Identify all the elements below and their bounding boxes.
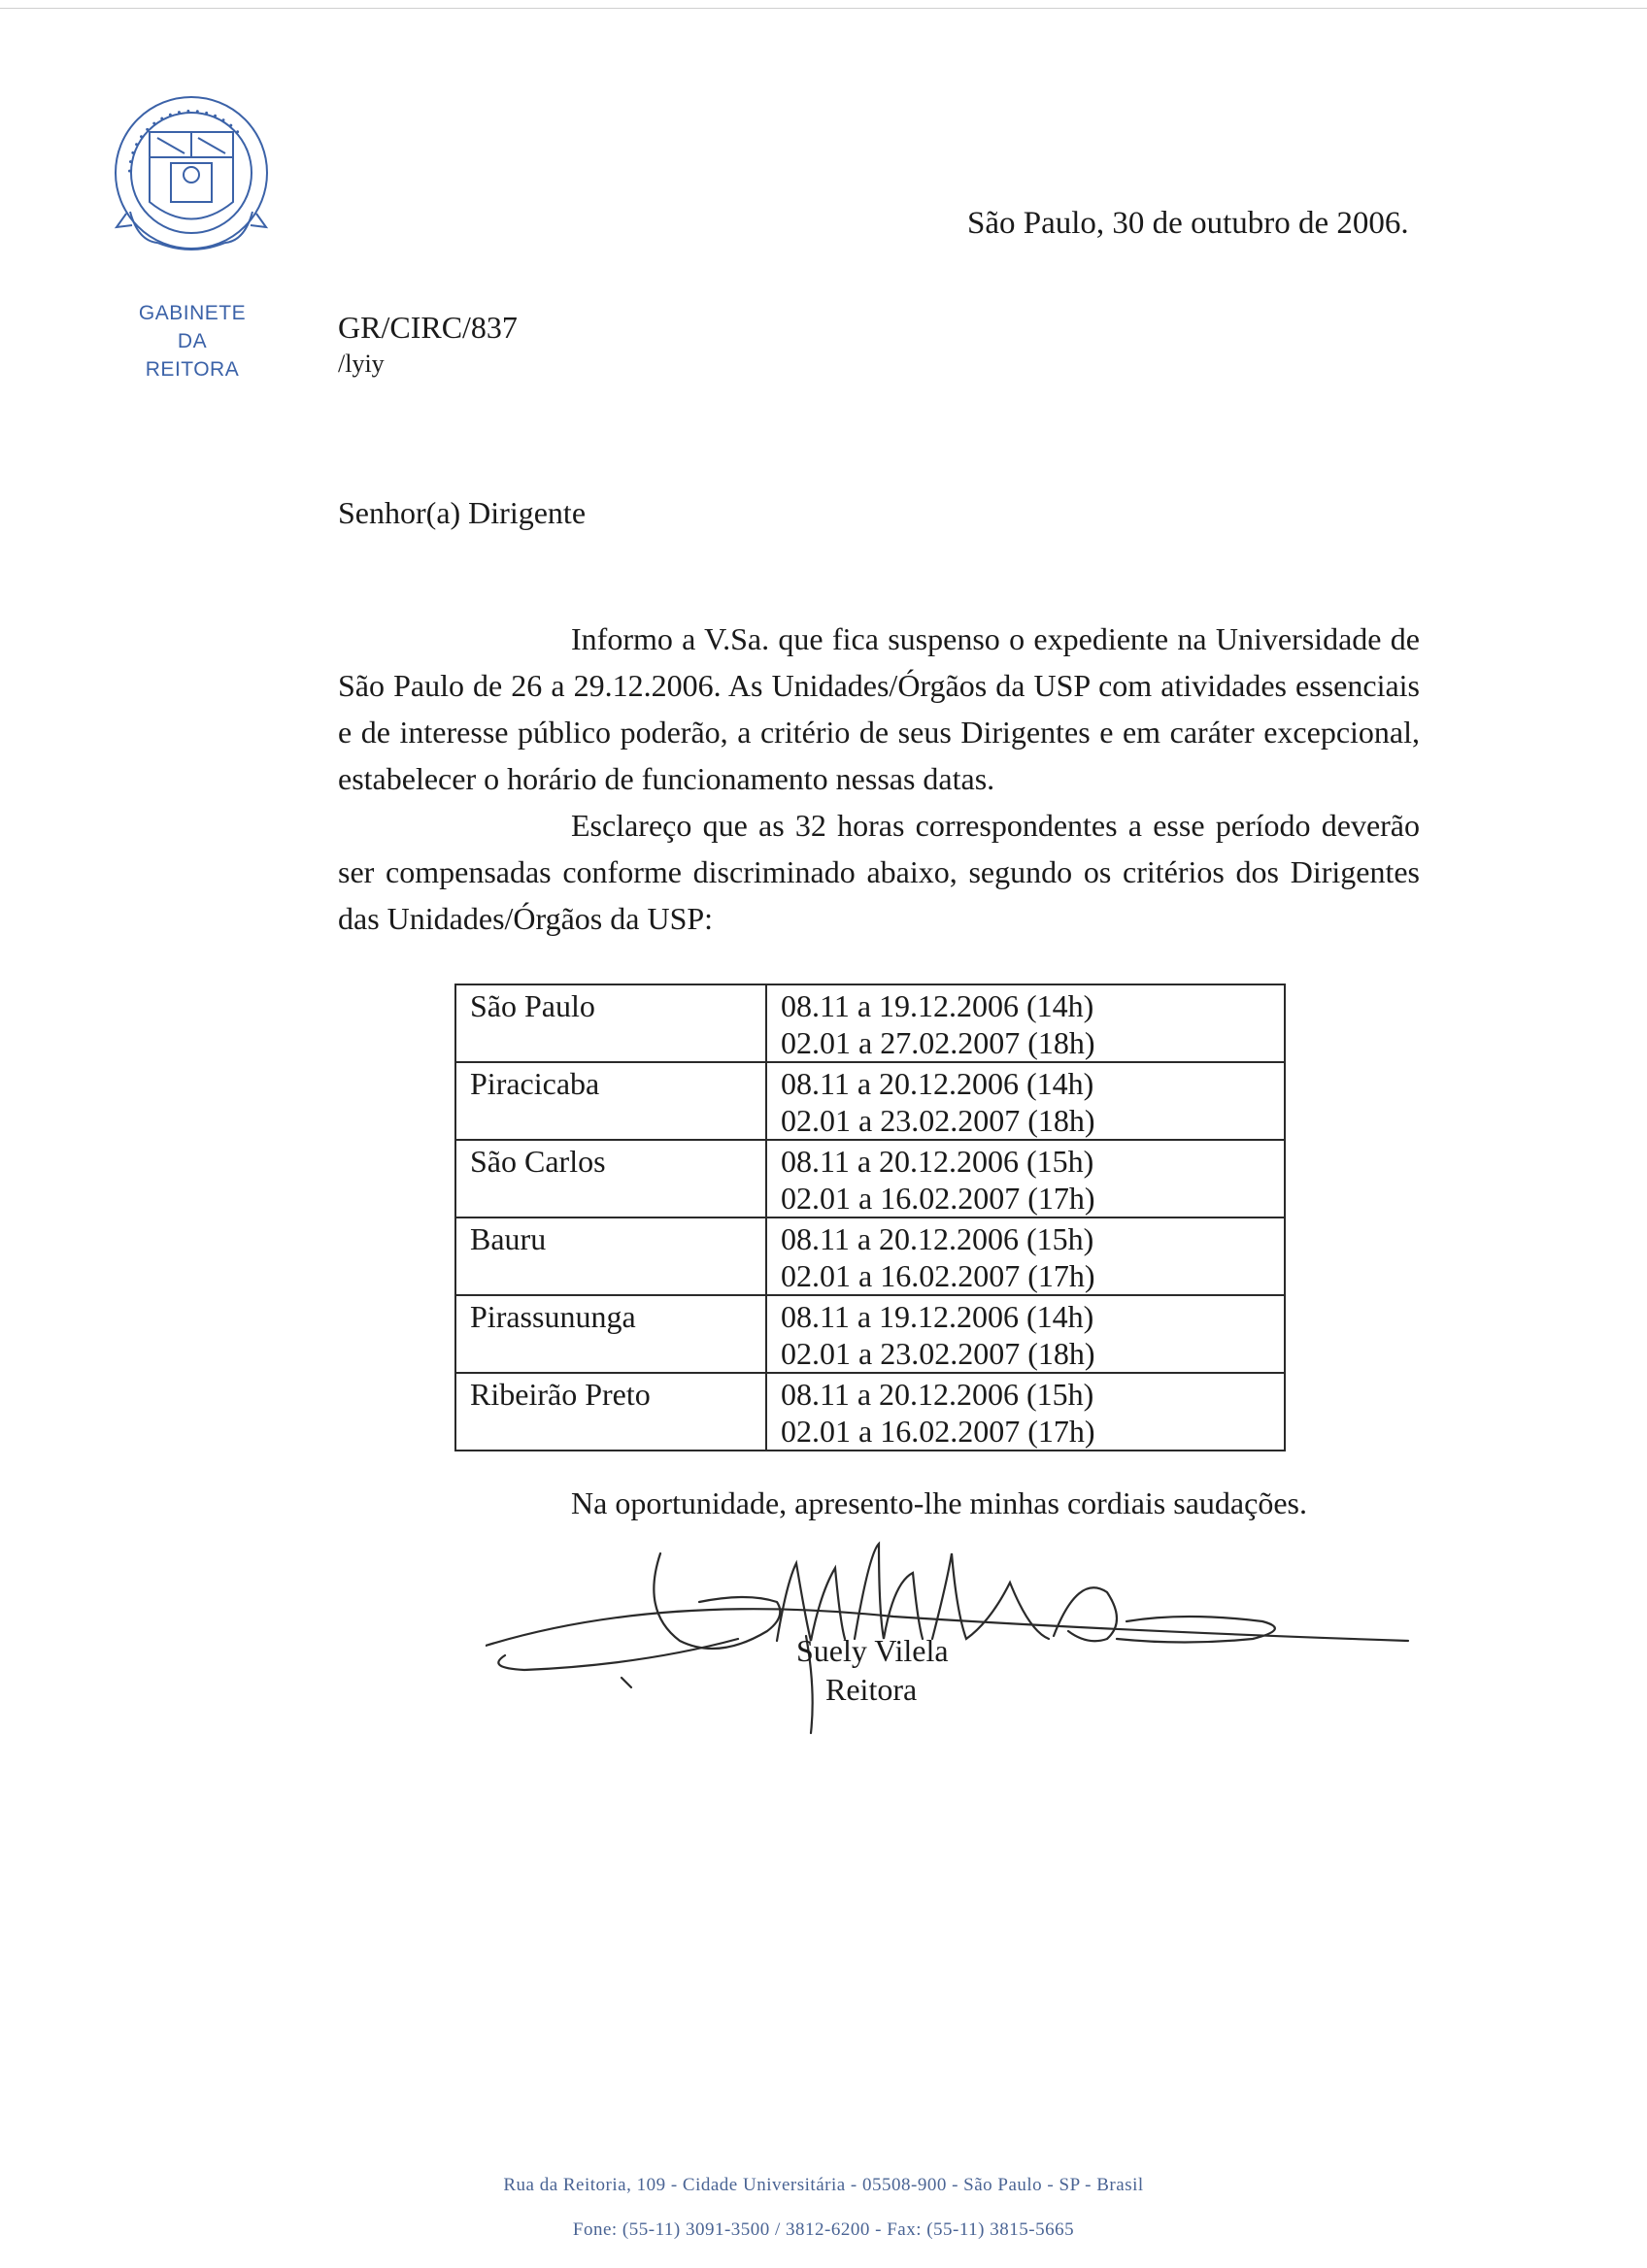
- table-row: [455, 1295, 1285, 1373]
- department-line: REITORA: [145, 358, 240, 381]
- period-line: 02.01 a 27.02.2007 (18h): [781, 1025, 1095, 1060]
- campus-cell: São Paulo: [455, 984, 766, 1062]
- salutation: Senhor(a) Dirigente: [338, 495, 587, 530]
- table-row: [455, 1140, 1285, 1217]
- footer-phones: Fone: (55-11) 3091-3500 / 3812-6200 - Fax: (55-11) 3815-5665: [572, 2219, 1075, 2240]
- campus-cell: São Carlos: [455, 1140, 766, 1217]
- campus-cell: Piracicaba: [455, 1062, 766, 1140]
- svg-text:• • • • • • • • • • • • • • •: • • • • • • • • • • • • • • • • •: [123, 105, 244, 174]
- period-line: 08.11 a 20.12.2006 (15h): [781, 1377, 1094, 1412]
- department-line: DA: [177, 330, 208, 352]
- reference-code: GR/CIRC/837: [338, 310, 518, 345]
- university-seal-logo: [109, 56, 274, 289]
- period-cell: [766, 1062, 1285, 1140]
- period-line: 02.01 a 16.02.2007 (17h): [781, 1258, 1095, 1293]
- reference-initials: /lyiy: [338, 350, 385, 378]
- campus-cell: Bauru: [455, 1217, 766, 1295]
- period-line: 08.11 a 20.12.2006 (15h): [781, 1144, 1094, 1179]
- period-cell: [766, 1217, 1285, 1295]
- body-paragraph: Informo a V.Sa. que fica suspenso o expediente na Universidade de São Paulo de 26 a 29.12.2006. As Unidades/Órgãos da USP com atividades essenciais e de interesse público poderão, a critério de seus Dirigentes e em caráter excepcional, estabelecer o horário de funcionamento nessas datas.: [338, 621, 1420, 796]
- table-row: [455, 1062, 1285, 1140]
- period-cell: [766, 1140, 1285, 1217]
- table-row: [455, 1373, 1285, 1451]
- signer-title: Reitora: [825, 1672, 918, 1707]
- letter-body: [338, 616, 1420, 942]
- period-line: 02.01 a 16.02.2007 (17h): [781, 1414, 1095, 1449]
- campus-cell: Pirassununga: [455, 1295, 766, 1373]
- handwritten-signature: [486, 1524, 1418, 1757]
- closing-line: Na oportunidade, apresento-lhe minhas cordiais saudações.: [571, 1485, 1307, 1520]
- table-row: [455, 984, 1285, 1062]
- footer-address: Rua da Reitoria, 109 - Cidade Universitária - 05508-900 - São Paulo - SP - Brasil: [503, 2175, 1144, 2195]
- table-row: [455, 1217, 1285, 1295]
- period-line: 02.01 a 16.02.2007 (17h): [781, 1181, 1095, 1216]
- period-cell: [766, 1373, 1285, 1451]
- body-paragraph: Esclareço que as 32 horas correspondentes a esse período deverão ser compensadas conforme discriminado abaixo, segundo os critérios dos Dirigentes das Unidades/Órgãos da USP:: [338, 808, 1420, 936]
- period-line: 08.11 a 19.12.2006 (14h): [781, 1299, 1094, 1334]
- date-line: São Paulo, 30 de outubro de 2006.: [967, 206, 1409, 241]
- period-line: 02.01 a 23.02.2007 (18h): [781, 1336, 1095, 1371]
- period-cell: [766, 1295, 1285, 1373]
- department-label: [117, 299, 268, 384]
- period-cell: [766, 984, 1285, 1062]
- signer-block: [796, 1631, 949, 1709]
- period-line: 08.11 a 19.12.2006 (14h): [781, 988, 1094, 1023]
- compensation-schedule-table: [454, 984, 1286, 1451]
- period-line: 08.11 a 20.12.2006 (14h): [781, 1066, 1094, 1101]
- period-line: 02.01 a 23.02.2007 (18h): [781, 1103, 1095, 1138]
- campus-cell: Ribeirão Preto: [455, 1373, 766, 1451]
- signer-name: Suely Vilela: [796, 1633, 949, 1668]
- period-line: 08.11 a 20.12.2006 (15h): [781, 1221, 1094, 1256]
- department-line: GABINETE: [138, 302, 247, 324]
- top-rule: [0, 8, 1647, 9]
- reference-block: [338, 309, 518, 383]
